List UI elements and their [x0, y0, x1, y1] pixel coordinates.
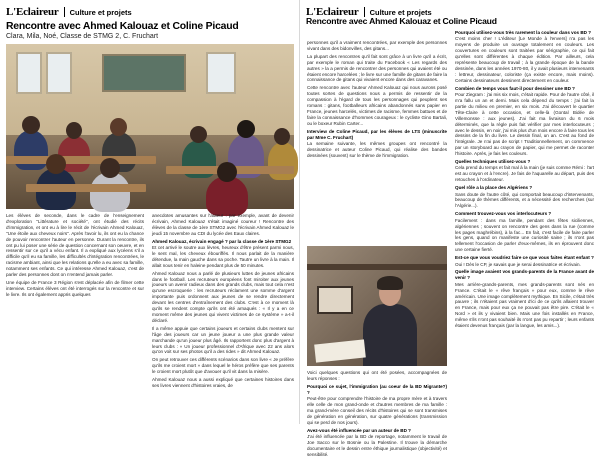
paragraph: On peut retrouver ces différents scénarios dans son livre « Je préfère qu'ils me croient mort » dans lequel le héros préfère que ses parents le croient mort plutôt que d'avouer qu'il vit dans la misère.: [152, 357, 294, 375]
byline: Clara, Mila, Noé, Classe de STMG 2, C. Fruchart: [6, 33, 159, 40]
student-head: [46, 154, 66, 174]
article-column-1: [307, 40, 447, 242]
paragraph: Ahmed Kalouaz nous a aussi expliqué que certaines histoires dans ses livres viennent d'histoires vraies, de: [152, 377, 294, 388]
photo-window: [206, 52, 236, 94]
right-page: [300, 0, 600, 457]
student: [268, 142, 298, 180]
article-column-1: [6, 213, 144, 420]
student-head: [66, 122, 82, 139]
photo-shelf: [307, 264, 447, 270]
student: [90, 172, 130, 212]
student: [14, 130, 48, 170]
logo: L'Eclaireur: [306, 6, 359, 18]
answer: Cela prend du temps et fait mal à la main (je suis comme Rémi : l'art est au crayon et à l'encre). Je fais de l'aquarelle au départ, puis des retouches à l'ordinateur.: [455, 165, 594, 183]
logo: L'Eclaireur: [6, 6, 59, 18]
classroom-photo: [6, 44, 294, 209]
article-title: Rencontre avec Ahmed Kalouaz et Coline Picaud: [306, 16, 497, 26]
question: Quel rôle a la place des Algériens ?: [455, 185, 533, 191]
paragraph: La plupart des rencontres qu'il fait sont grâce à un livre qu'il a écrit, par exemple le roman qui traite du Facebook « Les regards des autres » la a permis de rencontrer des personnes qui avaient été ou étaient encore harcelées ; le livre sur une famille de gitans de faire la connaissance de gitans qui vivaient encore dans des caravanes.: [307, 53, 447, 83]
author-body: [363, 304, 417, 366]
question: Quelle image avaient vos grands-parents de la France avant de venir ?: [455, 269, 594, 281]
question: Pourquoi utilisez-vous très rarement la couleur dans vos BD ?: [455, 30, 592, 35]
student-head: [237, 120, 255, 138]
question: Est-ce que vous voudriez faire ce que vous faites étant enfant ?: [455, 255, 594, 261]
student-head: [22, 116, 40, 134]
paragraph: Et cet arrivé le soutre aux lèvres, heureux d'être présent parmi nous, le sent mal, les cheveux ébouriffés. Il nous parlait de la manière détendue, la main gauche dans sa poche. Tautre un livre à la main. Il allait nous tenir en haleine pendant plus de 50 minutes.: [152, 245, 294, 268]
masthead: [6, 4, 293, 20]
paragraph: Une équipe de France 3 Région s'est déplacée afin de filmer cette interview. Certains élèves ont été interrogés sur la rencontre et sur le livre. Ils ont également appris quelques: [6, 279, 144, 297]
author-hair: [377, 276, 403, 290]
photo-window: [16, 52, 42, 94]
photo-desk: [6, 156, 156, 164]
question: Avez-vous été influencée par un auteur de BD ?: [307, 427, 411, 433]
paragraph: Il a même appuie que certains joueurs et certains clubs mentent sur l'âge des joueurs car un jeune joueur a une plus grande valeur marchande qu'un joueur plus âgé. Ils rapportent donc plus d'argent à leurs clubs : « Un joueur professionnel d'Afrique avec 22 ans alors qu'on voit sur ses photos qu'il a des rides » dit Ahmed Kalouaz.: [152, 325, 294, 355]
left-page: [0, 0, 300, 424]
photo-screen: [317, 286, 353, 314]
question: Combien de temps vous faut-il pour dessiner une BD ?: [455, 85, 575, 91]
answer: Mes arrière-grands-parents, mes grands-parents sont nés en France. C'était le « rêve français » pour eux, comme le rêve américain. Une image complètement mythique. En Sicile, c'était très pauvre ; ils n'étaient pas vraiment d'ici de ce qu'ils allaient trouver en France, mais pour eux ça ne pouvait pas être pire. C'était le « Nord » et ils y vivaient bien. Mais une fois installés en France, même s'ils n'ont pas souhaité ils n'ont pas pu repartir ; leurs enfants étaient devenus français (par la langue, les amis...).: [455, 281, 594, 329]
question: Pourquoi ce sujet, l'immigration (au coeur de la BD Migrante?) ?: [307, 383, 447, 395]
masthead-divider: [64, 7, 65, 17]
author-photo: [307, 246, 447, 366]
article-column-2: [152, 213, 294, 420]
student-head: [190, 126, 207, 143]
student-head: [217, 162, 237, 182]
answer: Oui ! Dès le CP, je savais que je serai dessinatrice et écrivain.: [455, 261, 581, 267]
photo-board: [102, 54, 186, 92]
paragraph: anecdotes amusantes sur l'auteur : par exemple, avant de devenir écrivain, Ahmed Kalouaz s'était imaginé coureur ! Rencontre des élèves de la classe de 1ère STMG2 avec l'écrivain Ahmed Kalouaz le jeudi 15 novembre au CDI du lycée des Eaux claires.: [152, 213, 294, 236]
answer: Facilement : dans ma famille, pendant des fêtes siciliennes, algériennes ; souvent on rencontre des gens dans la rue (comme les pages maghrébins), à la fac... En fait, c'est facile de faire parler les gens, quand on manifeste une curiosité saine ; ils n'ont pas tellement l'occasion de parler d'eux-mêmes, ils en éprouvent donc une certaine fierté.: [455, 217, 594, 253]
article-column-1-bottom: [307, 370, 447, 457]
answer: C'est moins cher ! L'éditeur [Le Monde à l'envers] n'a pas les moyens de produire un ouvrage totalement en couleurs. Les couvertures en couleurs sont traitées par sérigraphie, ce qui fait qu'elles sont différentes à chaque édition. Par ailleurs, cela représente beaucoup de travail ; à la grande époque de la bande dessinée, dans les années 1970-80, il y avait plusieurs intervenants : lettreur, dessinateur, coloriste (ça existe encore, mais moins). Certains dessinateurs dessinent directement en couleur.: [455, 36, 594, 83]
photo-desk: [26, 184, 146, 192]
question: Comment trouvez-vous vos interlocuteurs ?: [455, 211, 552, 217]
section-label: Culture et projets: [369, 7, 432, 17]
student-head: [274, 128, 290, 145]
answer: Peut-être pour comprendre l'histoire de ma propre mère et à travers elle celle de mon grand-onde et d'autres membres de ma famille : ma grand-mère conseil des récits d'histoires qui se sont transmises de génération en génération, sur quatre générations (transmission qui se perd de nos jours).: [307, 396, 447, 425]
answer: Pour Ziegram : j'ai mis six mois, c'était rapide. Pour de l'autre côté, il m'a fallu un an et demi. Mais cela dépend du temps : j'ai fait la partie du milieu en premier, en six mois. J'ai découvert le quartier Tête-Claire à cette occasion, et celle-là (Gontal Bidée de Villemonsse : aux jeunes). J'ai fait ma livraison du 6 mois déterminés, que la règle puis fait vérifier par mes interlocuteurs ; avec le dessin, en noir, j'ai mis plus d'un mois encore à faire tous les dessins de la fin du livre. Le dessin final, un an. C'est au fond de l'intégrale. Je n'ai pas de script ! Traditionnellement, on commence par un storyboard au crayon de papier, qui me permet de raconter l'histoire. Après, je fais les couleurs.: [455, 92, 594, 157]
answer: J'ai été influencée par la BD de reportage, notamment le travail de Joe Sacco sur le Bosnie ou la Palestine. Il trouve la démarche documentaire et le dessin entre éthique journalistique (objectivité) et sensibilité.: [307, 434, 447, 457]
paragraph: La semaine suivante, les mêmes groupes ont rencontré la dessinatrice et auteur Coline Picaud, qui réalise des bandes dessinées (souvent) sur le thème de l'immigration.: [307, 141, 447, 158]
paragraph: personnes qu'il a vraiment rencontrées, par exemple des personnes vivant dans des bidonvilles, des gitans...: [307, 40, 447, 51]
student-head: [110, 118, 127, 136]
question: Quelles techniques utilisez-vous ?: [455, 159, 531, 165]
paragraph: Ahmed Kalouaz nous a parlé de plusieurs luttes de jeunes africains dans le football. Les recruteurs européens font miroiter aux jeunes joueurs un avenir radieux dans des grands clubs, mais tout cela n'est qu'une escroquerie : les recruteurs réclament une somme d'argent importante puis ordonnent aux jeunes de se rendre directement devant les centres d'entraînement des clubs. C'est à ce moment là qu'ils se rendent compte qu'ils ont été arnaqués : « Il y a en ce moment même des jeunes qui vivent victimes de ce système » a-t-il déclaré.: [152, 270, 294, 323]
paragraph: Les élèves de seconde, dans le cadre de l'enseignement d'exploration "Littérature et société", ont étudié des récits d'immigration, et ont eu à lire le récit de l'écrivain Ahmed Kalouaz, "Une étoile aux cheveux noirs". Après l'avoir lu, ils ont eu la chance de pouvoir rencontrer l'auteur en personne. Durant la rencontre, ils ont pu lui poser une série de question concernant son oeuvre, et en ressentir sur ce qu'il a vécu enfant. Il a expliqué aux lycéens s'il a difficile qu'il eu sa famille, les difficultés d'intégration rencontrées, le racisme ambiant, ainsi que les relations qu'elle a eu avec sa famille, notamment ses enfants. Ce qui intéresse Ahmed Kalouaz, c'est de parler des personnes dont on n'entend jamais parler.: [6, 213, 144, 278]
section-label: Culture et projets: [69, 7, 132, 17]
student-head: [100, 158, 120, 178]
article-title: Rencontre avec Ahmed Kalouaz et Coline Picaud: [6, 21, 239, 32]
subheading: Ahmed Kalouaz, écrivain engagé ? par la classe de 1ère STMG2: [152, 238, 292, 244]
paragraph: Cette rencontre avec l'auteur Ahmed Kalouaz qui nous aurons posé toutes sortes de questions nous a permis de ressentir de la compassion à l'égard de tous les personnages qui peuplent ses romans : gitans, footballeurs africains abandonnés sans papier en France, jeunes harcelés, victimes de racisme, femmes battues et de faire la connaissance d'hommes courageux : le cycliste Gino Bartali, ou le boxeur Rubin Carter...: [307, 85, 447, 126]
student: [206, 176, 248, 216]
subheading: Interview de Coline Picaud, par les élèves de LTS (minuscrite par Mme C. Fruchart): [307, 128, 447, 140]
answer: Sans doute de l'autre côté, qui comportait beaucoup d'intervenants, beaucoup de thèmes différents, et a nécessité des recherches (sur l'Algérie...).: [455, 191, 594, 209]
interview-column: [455, 30, 594, 422]
paragraph: Voici quelques questions qui ont été posées, accompagnées de leurs réponses :: [307, 370, 447, 381]
photo-window: [46, 52, 72, 94]
